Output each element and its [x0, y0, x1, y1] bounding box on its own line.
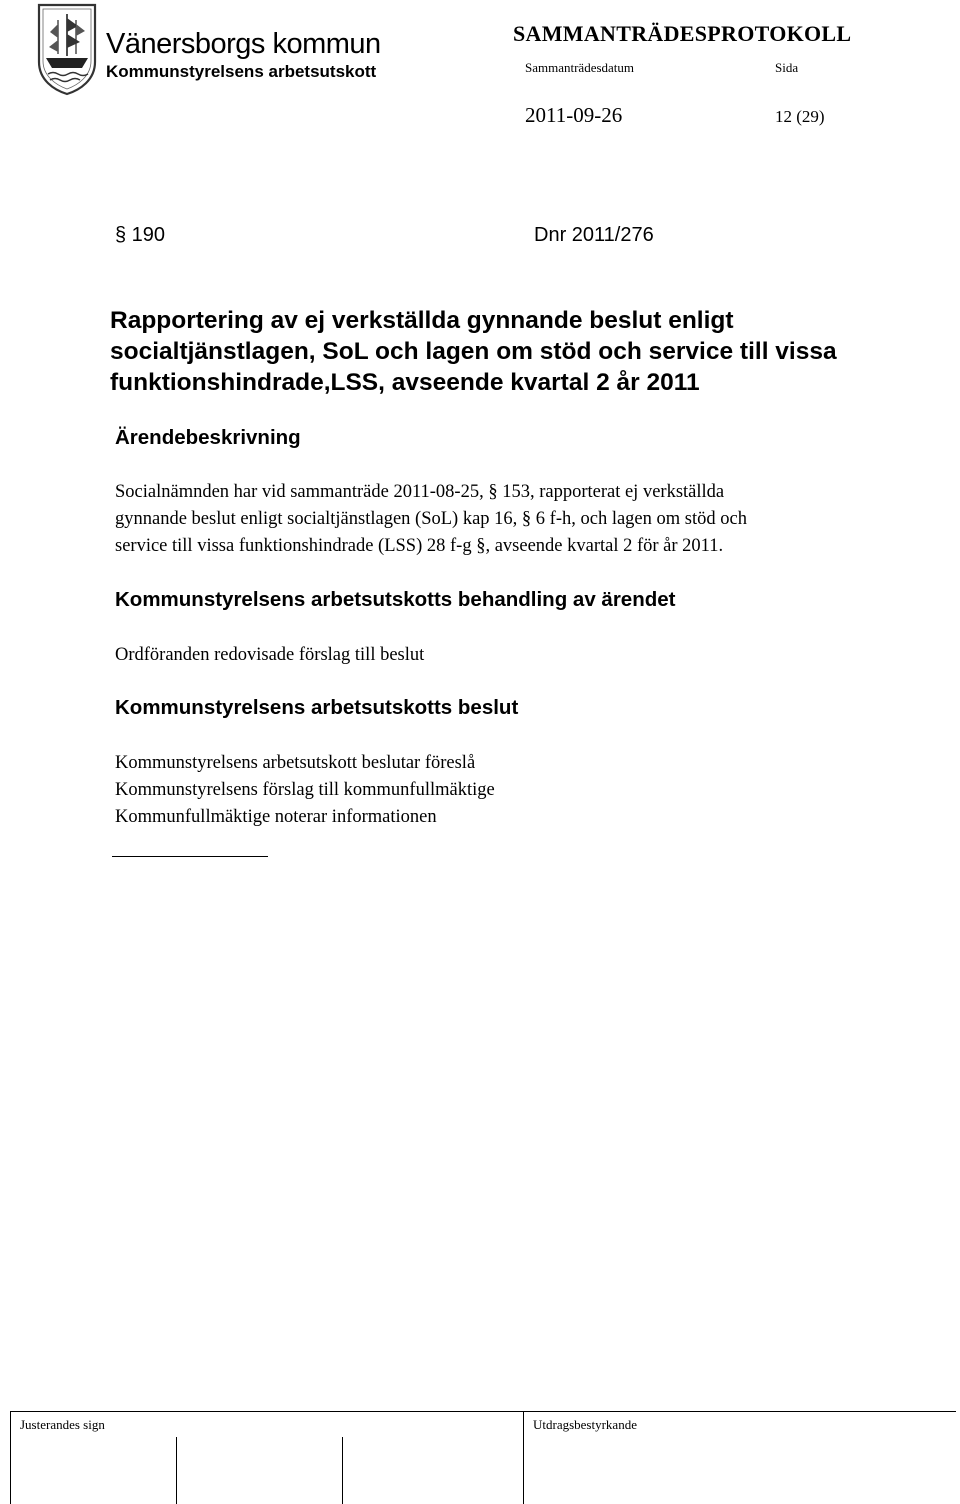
organization-unit: Kommunstyrelsens arbetsutskott: [106, 62, 377, 81]
case-number: Dnr 2011/276: [534, 224, 654, 246]
description-heading: Ärendebeskrivning: [115, 426, 301, 449]
page-label: Sida: [775, 60, 799, 75]
meeting-date-label: Sammanträdesdatum: [525, 60, 635, 75]
signature-label: Justerandes sign: [20, 1417, 105, 1432]
footer-divider: [10, 1411, 11, 1504]
text-line: service till vissa funktionshindrade (LSS) 28 f-g §, avseende kvartal 2 för år 2011.: [115, 536, 724, 556]
text-line: Kommunfullmäktige noterar informationen: [115, 807, 437, 827]
footer-divider: [176, 1437, 177, 1504]
organization-name: Vänersborgs kommun: [106, 28, 381, 60]
decision-text: [115, 750, 495, 831]
section-number: § 190: [115, 224, 166, 246]
coat-of-arms-logo: [36, 2, 98, 96]
meeting-date: 2011-09-26: [525, 103, 623, 127]
section-end-rule: [112, 856, 268, 857]
document-title: [110, 305, 837, 398]
decision-heading: Kommunstyrelsens arbetsutskotts beslut: [115, 696, 519, 719]
footer-divider: [342, 1437, 343, 1504]
extract-certification-label: Utdragsbestyrkande: [533, 1417, 637, 1432]
title-line: funktionshindrade,LSS, avseende kvartal 2 år 2011: [110, 369, 700, 396]
footer-rule: [10, 1411, 956, 1412]
title-line: socialtjänstlagen, SoL och lagen om stöd och service till vissa: [110, 338, 837, 365]
handling-heading: Kommunstyrelsens arbetsutskotts behandling av ärendet: [115, 588, 676, 611]
footer-divider: [523, 1411, 524, 1504]
page-number: 12 (29): [775, 107, 825, 126]
text-line: Kommunstyrelsens arbetsutskott beslutar föreslå: [115, 753, 476, 773]
text-line: Socialnämnden har vid sammanträde 2011-08-25, § 153, rapporterat ej verkställda: [115, 482, 725, 502]
description-text: [115, 479, 747, 560]
document-type: SAMMANTRÄDESPROTOKOLL: [513, 21, 852, 46]
handling-text: Ordföranden redovisade förslag till beslut: [115, 645, 425, 665]
text-line: gynnande beslut enligt socialtjänstlagen (SoL) kap 16, § 6 f-h, och lagen om stöd och: [115, 509, 747, 529]
text-line: Kommunstyrelsens förslag till kommunfullmäktige: [115, 780, 495, 800]
title-line: Rapportering av ej verkställda gynnande beslut enligt: [110, 307, 734, 334]
